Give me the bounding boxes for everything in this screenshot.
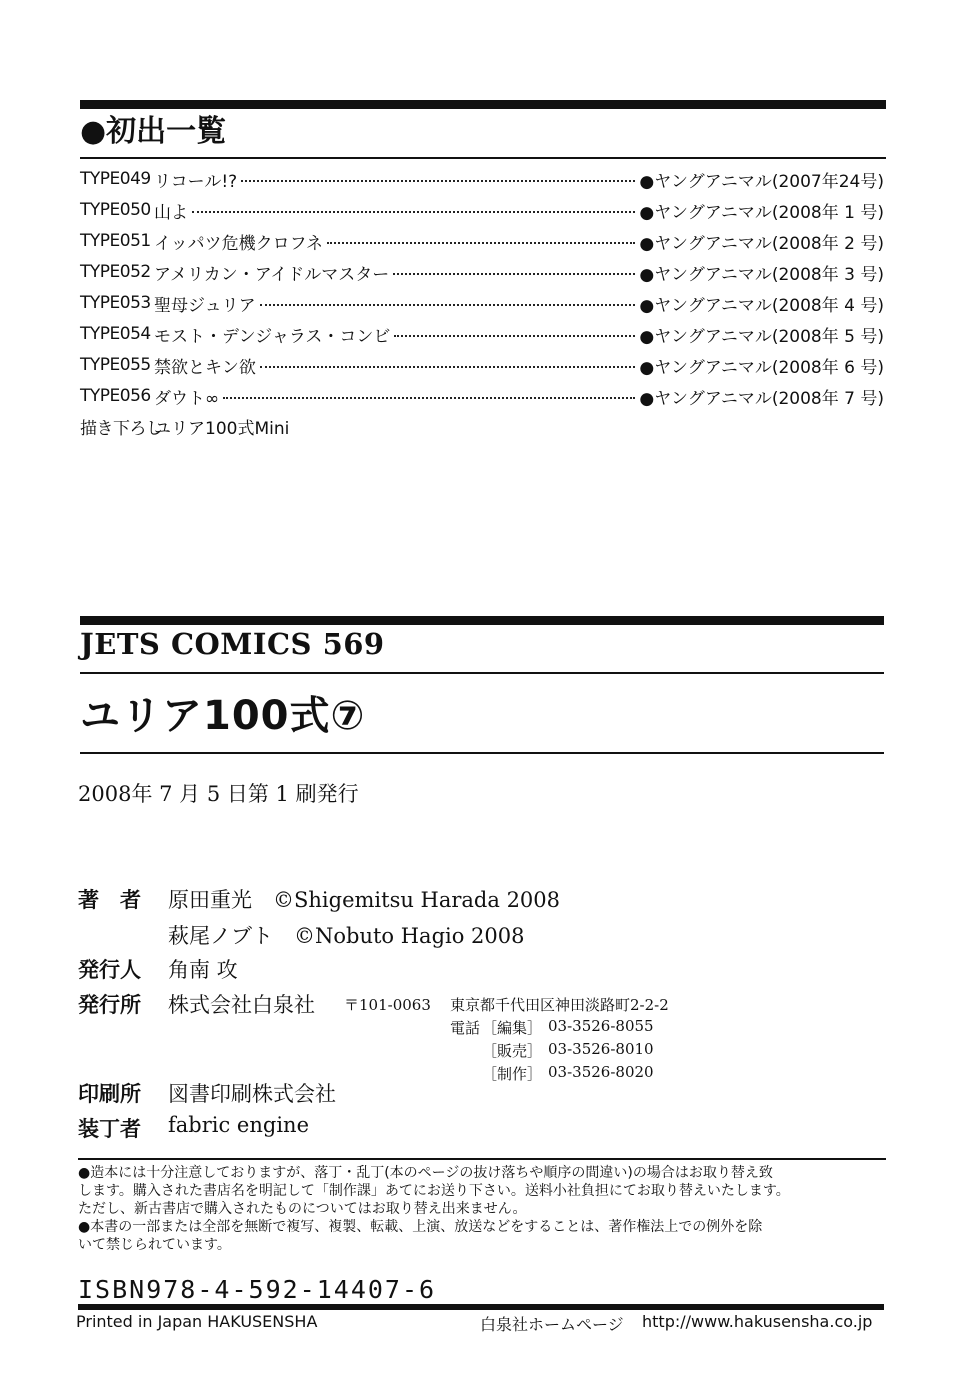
phone-dept: ［制作］ [482,1065,543,1083]
entry-source: ●ヤングアニマル(2008年 1 号) [639,202,884,223]
entry-source: ●ヤングアニマル(2008年 2 号) [639,233,884,254]
top-rule [80,100,886,109]
designer-label: 装丁者 [78,1116,141,1141]
designer-name: fabric engine [168,1113,309,1137]
phone-dept: ［編集］ [482,1019,543,1037]
postal-code: 〒101-0063 [344,996,431,1014]
printed-in: Printed in Japan HAKUSENSHA [76,1312,318,1331]
entry-code: 描き下ろし [80,418,163,439]
entry-code: TYPE051 [80,231,151,251]
printer-label: 印刷所 [78,1081,141,1106]
notice-line: いて禁じられています。 [78,1237,231,1253]
publication-date: 2008年 7 月 5 日第 1 刷発行 [78,782,359,806]
list-item [80,384,884,408]
notice-rule [78,1158,886,1160]
leader-dots [394,335,635,337]
series-name: JETS COMICS 569 [80,627,385,661]
leader-dots [260,304,636,306]
homepage-label: 白泉社ホームページ [480,1315,624,1334]
homepage-url[interactable]: http://www.hakusensha.co.jp [642,1312,873,1331]
list-item [80,353,884,377]
phone-dept: ［販売］ [482,1042,543,1060]
entry-title: 山よ [154,202,188,223]
list-item [80,291,884,315]
publisher-person: 角南 攻 [168,958,238,982]
list-item [80,229,884,253]
title-underline [80,752,884,754]
legal-notice [78,1164,886,1254]
entry-source: ●ヤングアニマル(2008年 7 号) [639,388,884,409]
leader-dots [223,397,635,399]
entry-title: アメリカン・アイドルマスター [154,264,390,285]
entry-code: TYPE053 [80,293,151,313]
entry-source: ●ヤングアニマル(2007年24号) [639,171,884,192]
entry-source: ●ヤングアニマル(2008年 5 号) [639,326,884,347]
author-secondary: 萩尾ノブト ©Nobuto Hagio 2008 [168,924,525,948]
leader-dots [393,273,635,275]
colophon-top-rule [80,616,884,625]
author-label: 著 者 [78,887,141,912]
entry-title: ユリア100式Mini [154,418,290,439]
phone-number: 03-3526-8020 [548,1063,654,1081]
list-item [80,167,884,191]
list-item [80,198,884,222]
author-primary: 原田重光 ©Shigemitsu Harada 2008 [168,888,561,912]
footer-rule [78,1304,884,1310]
entry-title: ダウト∞ [154,388,220,409]
entry-code: TYPE055 [80,355,151,375]
publisher-label: 発行所 [78,992,141,1017]
publisher-name: 株式会社白泉社 [168,993,315,1017]
entry-title: 禁欲とキン欲 [154,357,256,378]
leader-dots [260,366,636,368]
series-underline [80,672,884,674]
book-title: ユリア100式⑦ [80,693,366,739]
entry-code: TYPE052 [80,262,151,282]
first-appearance-heading: ●初出一覧 [80,114,227,149]
phone-label: 電話 [450,1019,481,1037]
publisher-address: 東京都千代田区神田淡路町2-2-2 [450,996,669,1014]
list-item [80,414,884,438]
notice-line: します。購入された書店名を明記して「制作課」あてにお送り下さい。送料小社負担にてお取り替えいたします。 [78,1183,790,1199]
printer-name: 図書印刷株式会社 [168,1082,336,1106]
list-item [80,322,884,346]
entry-code: TYPE049 [80,169,151,189]
notice-line: ただし、新古書店で購入されたものについてはお取り替え出来ません。 [78,1201,527,1217]
list-item [80,260,884,284]
notice-line: ●造本には十分注意しておりますが、落丁・乱丁(本のページの抜け落ちや順序の間違い)の場合はお取り替え致 [78,1165,773,1181]
leader-dots [241,180,635,182]
phone-number: 03-3526-8010 [548,1040,654,1058]
entry-title: イッパツ危機クロフネ [154,233,323,254]
leader-dots [327,242,635,244]
entry-code: TYPE050 [80,200,151,220]
isbn: ISBN978-4-592-14407-6 [78,1275,437,1304]
entry-source: ●ヤングアニマル(2008年 4 号) [639,295,884,316]
entry-title: モスト・デンジャラス・コンビ [154,326,391,347]
phone-number: 03-3526-8055 [548,1017,654,1035]
leader-dots [192,211,635,213]
entry-code: TYPE054 [80,324,151,344]
entry-title: 聖母ジュリア [154,295,256,316]
entry-title: リコール!? [154,171,238,192]
publisher-person-label: 発行人 [78,957,141,982]
notice-line: ●本書の一部または全部を無断で複写、複製、転載、上演、放送などをすることは、著作権法上での例外を除 [78,1219,763,1235]
entry-code: TYPE056 [80,386,151,406]
entry-source: ●ヤングアニマル(2008年 6 号) [639,357,884,378]
entry-source: ●ヤングアニマル(2008年 3 号) [639,264,884,285]
heading-underline [80,157,886,159]
